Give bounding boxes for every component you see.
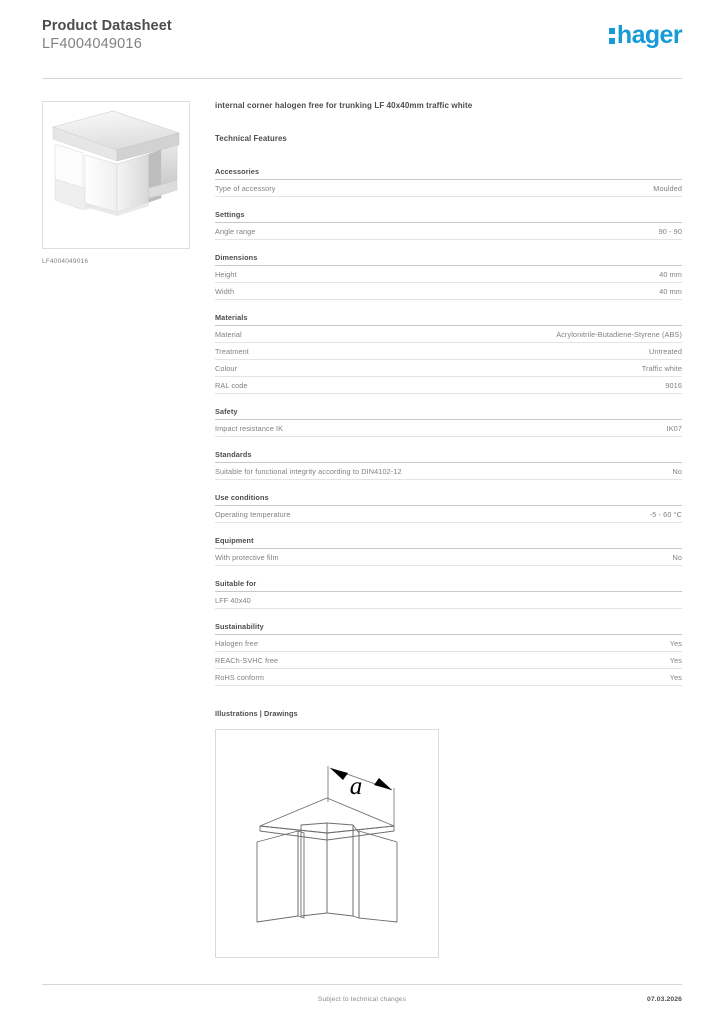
- spec-row: [215, 592, 682, 609]
- spec-group-title: Materials: [215, 313, 682, 326]
- spec-row: [215, 669, 682, 686]
- page-header: [42, 0, 682, 64]
- product-description: internal corner halogen free for trunking LF 40x40mm traffic white: [215, 101, 473, 110]
- spec-group-title: Sustainability: [215, 622, 682, 635]
- spec-value: Traffic white: [641, 364, 682, 373]
- spec-row: [215, 652, 682, 669]
- spec-value: Yes: [669, 673, 682, 682]
- spec-value: No: [672, 467, 682, 476]
- spec-label: Width: [215, 287, 235, 296]
- technical-features-title: Technical Features: [215, 134, 287, 143]
- hager-logo: [609, 22, 682, 48]
- spec-row: [215, 223, 682, 240]
- specifications-column: [194, 101, 682, 958]
- product-photo-caption: LF4004049016: [42, 258, 89, 265]
- spec-group: [215, 407, 682, 437]
- product-reference: LF4004049016: [42, 36, 142, 52]
- spec-row: [215, 283, 682, 300]
- spec-label: Treatment: [215, 347, 249, 356]
- spec-label: Material: [215, 330, 242, 339]
- spec-group: [215, 450, 682, 480]
- spec-row: [215, 463, 682, 480]
- spec-value: 40 mm: [659, 287, 682, 296]
- corner-drawing-icon: [216, 730, 438, 957]
- drawings-section: [215, 709, 682, 958]
- spec-label: Angle range: [215, 227, 256, 236]
- spec-groups-container: [215, 167, 682, 686]
- spec-row: [215, 360, 682, 377]
- logo-colon-icon: [609, 27, 616, 45]
- footer-disclaimer: Subject to technical changes: [317, 996, 407, 1003]
- product-image-column: [42, 101, 194, 265]
- spec-group: [215, 493, 682, 523]
- drawings-title: Illustrations | Drawings: [215, 709, 298, 718]
- page-title: Product Datasheet: [42, 18, 172, 34]
- spec-label: Colour: [215, 364, 238, 373]
- page-footer: [42, 984, 682, 1006]
- spec-row: [215, 635, 682, 652]
- spec-label: Halogen free: [215, 639, 258, 648]
- spec-group: [215, 622, 682, 686]
- spec-value: 9016: [665, 381, 682, 390]
- spec-value: -5 - 60 °C: [649, 510, 682, 519]
- spec-value: 90 - 90: [658, 227, 682, 236]
- spec-group-title: Dimensions: [215, 253, 682, 266]
- spec-label: RoHS conform: [215, 673, 265, 682]
- spec-value: 40 mm: [659, 270, 682, 279]
- spec-label: REACh-SVHC free: [215, 656, 279, 665]
- spec-label: Height: [215, 270, 237, 279]
- spec-label: Suitable for functional integrity according to DIN4102-12: [215, 467, 402, 476]
- spec-group: [215, 253, 682, 300]
- spec-group: [215, 167, 682, 197]
- spec-value: Untreated: [649, 347, 682, 356]
- spec-row: [215, 343, 682, 360]
- spec-row: [215, 420, 682, 437]
- spec-group-title: Accessories: [215, 167, 682, 180]
- spec-row: [215, 266, 682, 283]
- spec-group-title: Equipment: [215, 536, 682, 549]
- page-content: [42, 79, 682, 958]
- spec-label: RAL code: [215, 381, 248, 390]
- product-render-icon: [43, 102, 189, 248]
- spec-label: LFF 40x40: [215, 596, 251, 605]
- spec-group: [215, 313, 682, 394]
- spec-row: [215, 326, 682, 343]
- spec-group-title: Settings: [215, 210, 682, 223]
- spec-group: [215, 536, 682, 566]
- spec-value: IK07: [666, 424, 682, 433]
- spec-row: [215, 377, 682, 394]
- dimension-label-a: a: [349, 773, 363, 800]
- spec-label: Impact resistance IK: [215, 424, 284, 433]
- product-photo: [42, 101, 190, 249]
- spec-value: Acrylonitrile-Butadiene-Styrene (ABS): [556, 330, 682, 339]
- technical-drawing: [215, 729, 439, 958]
- spec-group-title: Safety: [215, 407, 682, 420]
- spec-label: Type of accessory: [215, 184, 276, 193]
- spec-value: No: [672, 553, 682, 562]
- spec-row: [215, 180, 682, 197]
- footer-divider: [42, 984, 682, 985]
- spec-group: [215, 210, 682, 240]
- spec-value: Moulded: [653, 184, 682, 193]
- spec-row: [215, 549, 682, 566]
- spec-label: With protective film: [215, 553, 279, 562]
- spec-group: [215, 579, 682, 609]
- spec-value: Yes: [669, 639, 682, 648]
- spec-group-title: Standards: [215, 450, 682, 463]
- spec-group-title: Use conditions: [215, 493, 682, 506]
- logo-wordmark: hager: [616, 21, 682, 49]
- spec-value: Yes: [669, 656, 682, 665]
- spec-label: Operating temperature: [215, 510, 291, 519]
- footer-date: 07.03.2026: [646, 996, 682, 1003]
- title-block: [42, 18, 172, 53]
- spec-row: [215, 506, 682, 523]
- spec-group-title: Suitable for: [215, 579, 682, 592]
